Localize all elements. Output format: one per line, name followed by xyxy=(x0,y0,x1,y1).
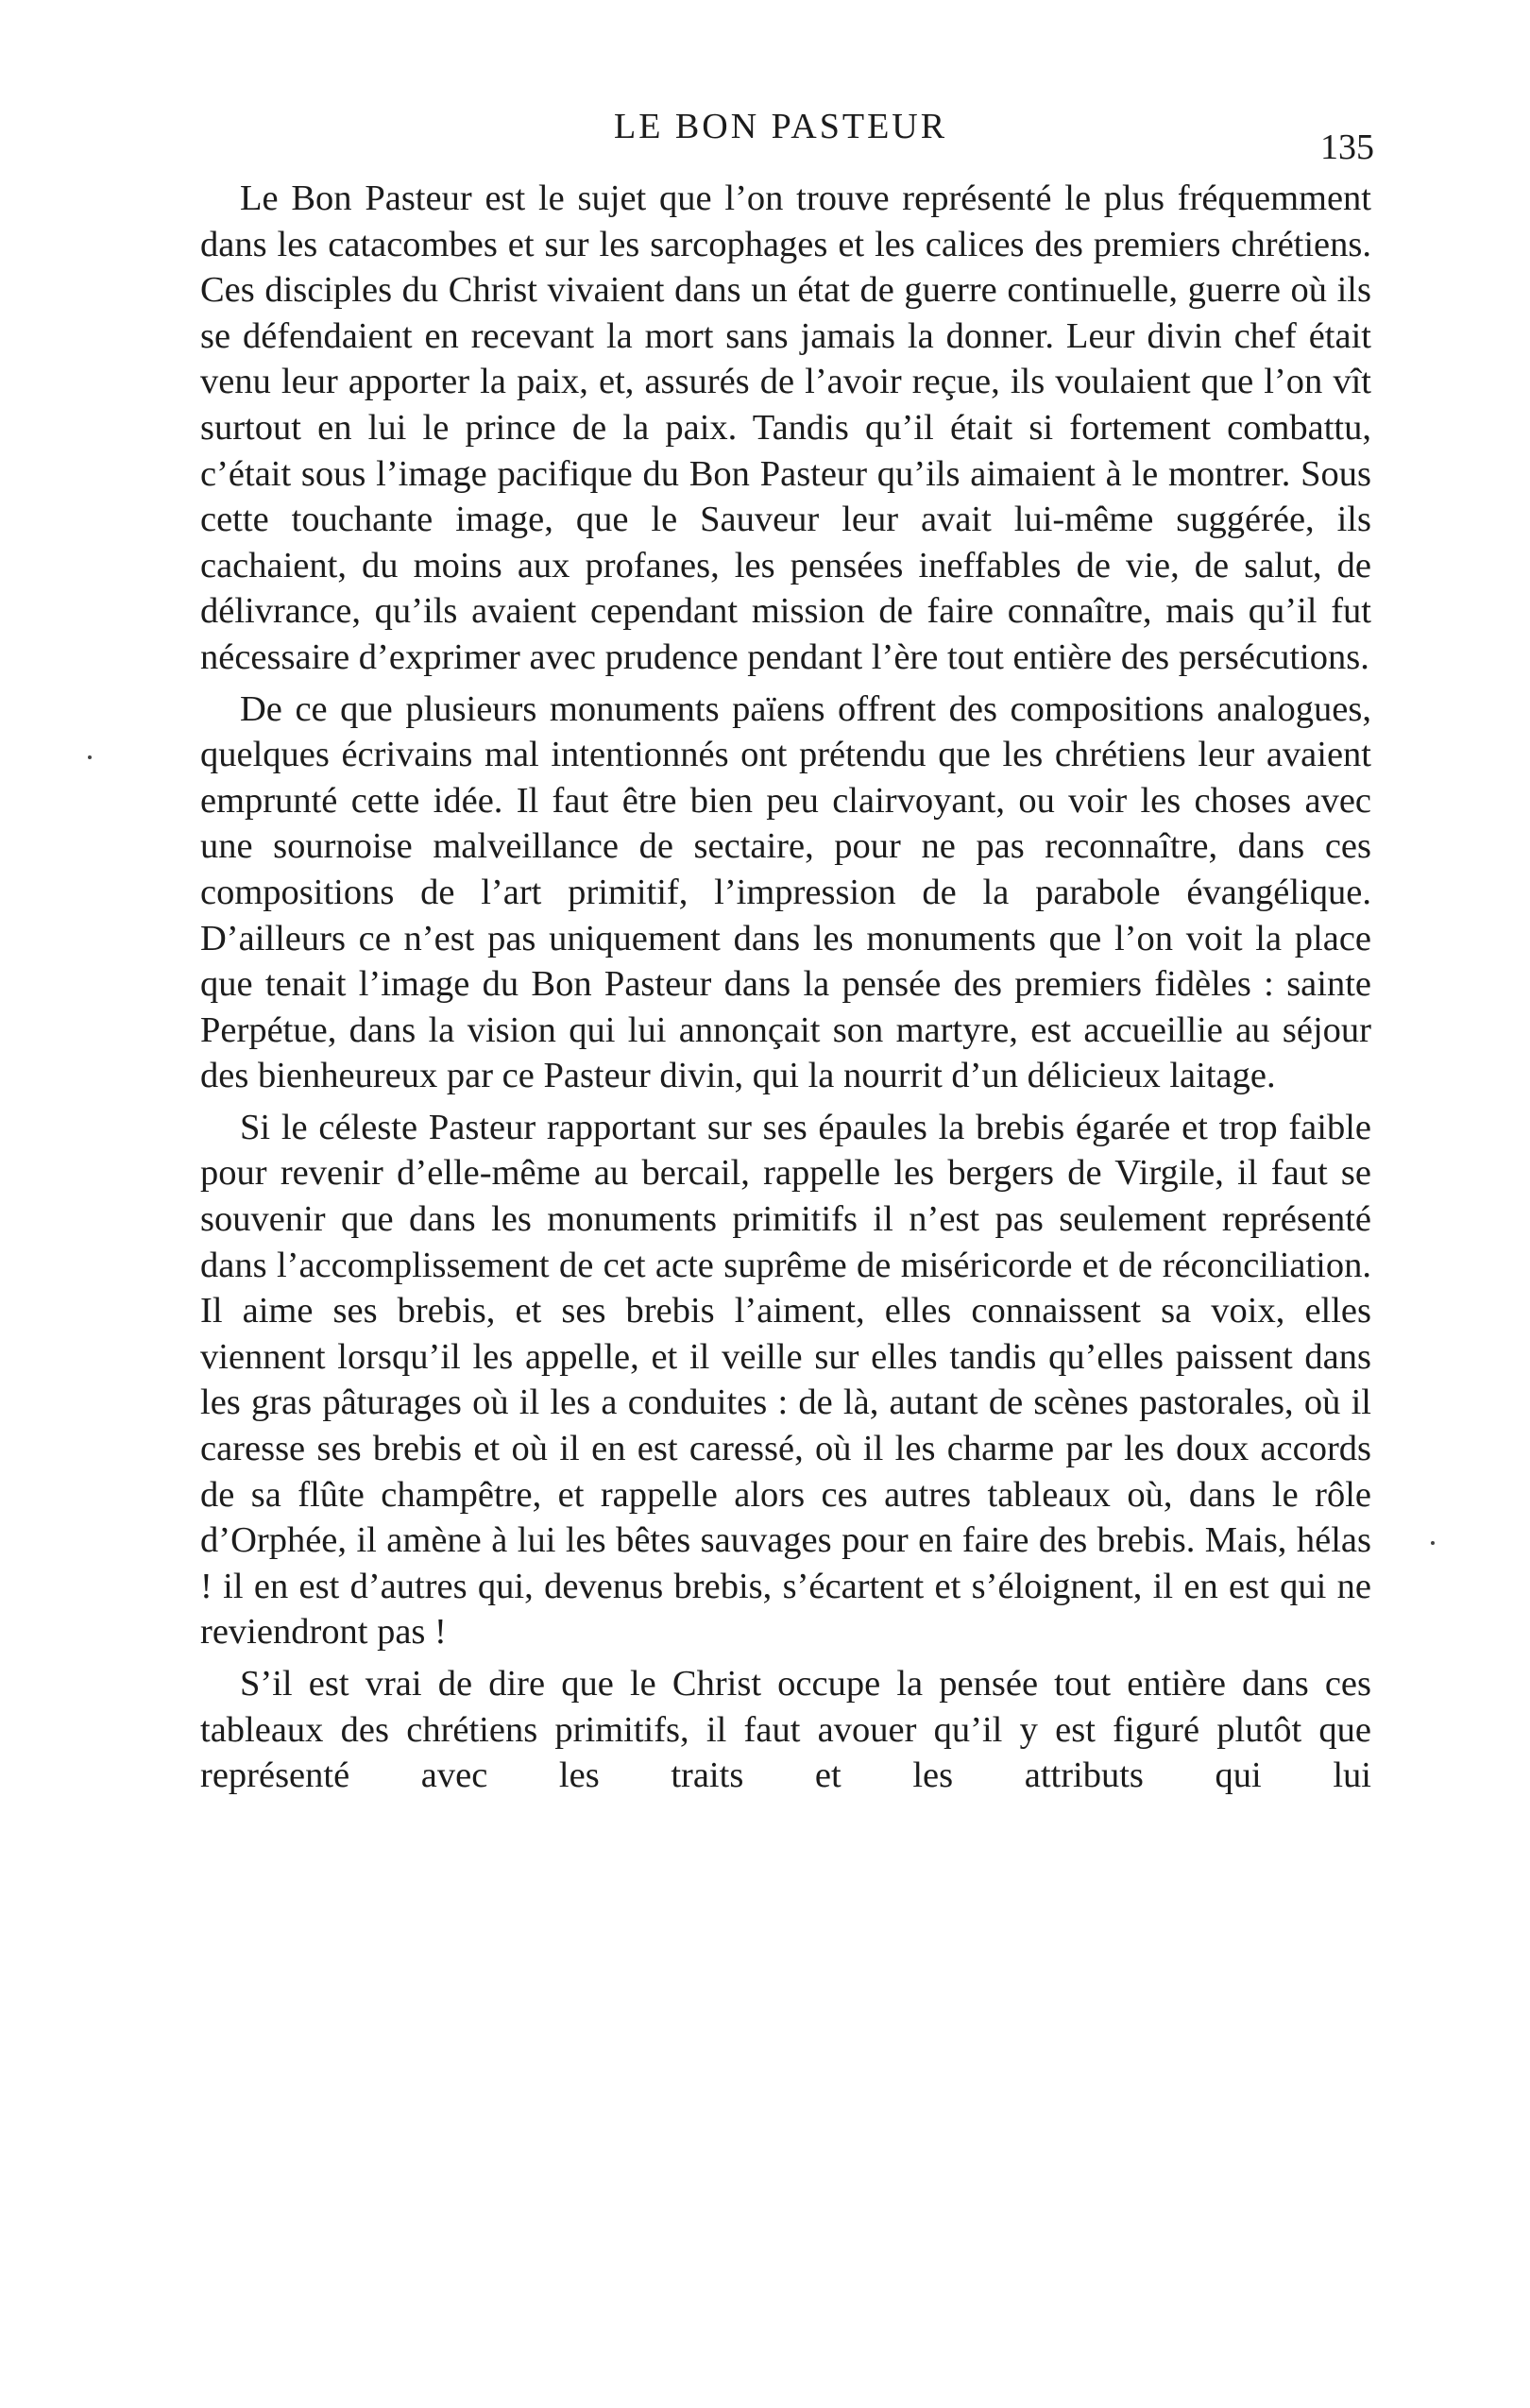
running-head xyxy=(0,106,1530,167)
page-number: 135 xyxy=(1320,127,1374,167)
paragraph-good-shepherd-catacombs: Le Bon Pasteur est le sujet que l’on trouve représenté le plus fréquemment dans les catacombes et sur les sarcophages et les calices des premiers chrétiens. Ces disciples du Christ vivaient dans un état de guerre continuelle, guerre où ils se défendaient en recevant la mort sans jamais la donner. Leur divin chef était venu leur apporter la paix, et, assurés de l’avoir reçue, ils voulaient que l’on vît surtout en lui le prince de la paix. Tandis qu’il était si fortement combattu, c’était sous l’image pacifique du Bon Pasteur qu’ils aimaient à le montrer. Sous cette touchante image, que le Sauveur leur avait lui-même suggérée, ils cachaient, du moins aux profanes, les pensées ineffables de vie, de salut, de délivrance, qu’ils avaient cependant mission de faire connaître, mais qu’il fut nécessaire d’exprimer avec prudence pendant l’ère tout entière des persécutions. xyxy=(200,178,1371,677)
body-text xyxy=(200,176,1371,1805)
running-title: LE BON PASTEUR xyxy=(614,107,948,146)
print-speck-right xyxy=(1431,1541,1435,1545)
paragraph-pagan-monuments: De ce que plusieurs monuments païens offrent des compositions analogues, quelques écrivains mal intentionnés ont prétendu que les chrétiens leur avaient emprunté cette idée. Il faut être bien peu clairvoyant, ou voir les choses avec une sournoise malveillance de sectaire, pour ne pas reconnaître, dans ces compositions de l’art primitif, l’impression de la parabole évangélique. D’ailleurs ce n’est pas uniquement dans les monuments que l’on voit la place que tenait l’image du Bon Pasteur dans la pensée des premiers fidèles : sainte Perpétue, dans la vision qui lui annonçait son martyre, est accueillie au séjour des bienheureux par ce Pasteur divin, qui la nourrit d’un délicieux laitage. xyxy=(200,688,1371,1096)
paragraph-christ-figured: S’il est vrai de dire que le Christ occupe la pensée tout entière dans ces tableaux des chrétiens primitifs, il faut avouer qu’il y est figuré plutôt que représenté avec les traits et les attributs qui lui xyxy=(200,1664,1371,1796)
print-speck-left xyxy=(88,755,92,759)
paragraph-celestial-pastor: Si le céleste Pasteur rapportant sur ses épaules la brebis égarée et trop faible pour revenir d’elle-même au bercail, rappelle les bergers de Virgile, il faut se souvenir que dans les monuments primitifs il n’est pas seulement représenté dans l’accomplissement de cet acte suprême de miséricorde et de réconciliation. Il aime ses brebis, et ses brebis l’aiment, elles connaissent sa voix, elles viennent lorsqu’il les appelle, et il veille sur elles tandis qu’elles paissent dans les gras pâturages où il les a conduites : de là, autant de scènes pastorales, où il caresse ses brebis et où il en est caressé, où il les charme par les doux accords de sa flûte champêtre, et rappelle alors ces autres tableaux où, dans le rôle d’Orphée, il amène à lui les bêtes sauvages pour en faire des brebis. Mais, hélas ! il en est d’autres qui, devenus brebis, s’écartent et s’éloignent, il en est qui ne reviendront pas ! xyxy=(200,1107,1371,1653)
